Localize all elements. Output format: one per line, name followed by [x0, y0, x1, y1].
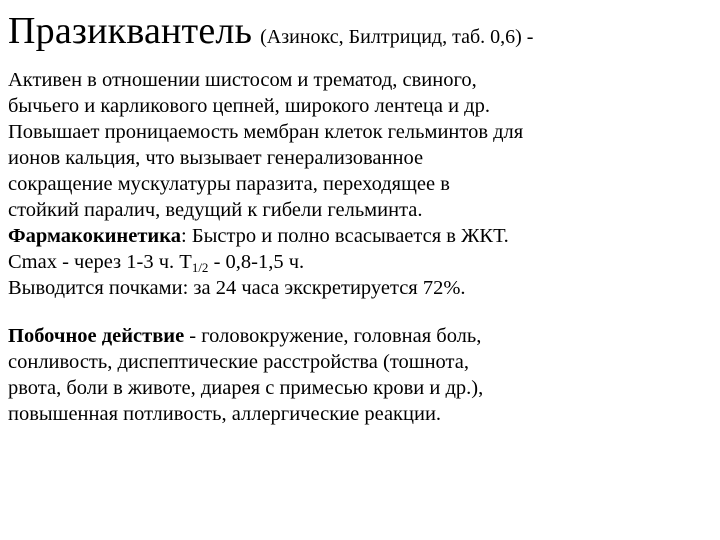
mechanism-line-3: сокращение мускулатуры паразита, переходящее в — [8, 173, 450, 195]
pharmacokinetics-line-2 — [8, 249, 712, 275]
activity-line-2: бычьего и карликового цепней, широкого лентеца и др. — [8, 95, 490, 117]
half-life-subscript: 1/2 — [191, 260, 209, 275]
mechanism-line-4: стойкий паралич, ведущий к гибели гельминта. — [8, 199, 423, 221]
side-effects-line-1 — [8, 323, 712, 349]
side-effects-line-3: рвота, боли в животе, диарея с примесью крови и др.), — [8, 377, 484, 399]
mechanism-paragraph — [8, 119, 712, 223]
pharmacokinetics-absorption: Быстро и полно всасывается в ЖКТ. — [186, 225, 509, 247]
side-effects-text-1: - головокружение, головная боль, — [184, 325, 482, 347]
pharmacokinetics-line-1 — [8, 223, 712, 249]
activity-paragraph — [8, 67, 712, 119]
side-effects-paragraph — [8, 323, 712, 427]
side-effects-line-4: повышенная потливость, аллергические реакции. — [8, 403, 442, 425]
drug-synonyms: (Азинокс, Билтрицид, таб. 0,6) - — [260, 26, 534, 48]
pharmacokinetics-paragraph — [8, 223, 712, 275]
mechanism-line-2: ионов кальция, что вызывает генерализованное — [8, 147, 424, 169]
pharmacokinetics-colon: : — [180, 225, 187, 247]
excretion-paragraph — [8, 275, 712, 301]
pharmacokinetics-label: Фармакокинетика — [8, 225, 181, 247]
side-effects-label: Побочное действие — [8, 325, 185, 347]
half-life-value: - 0,8-1,5 ч. — [208, 251, 305, 273]
mechanism-line-1: Повышает проницаемость мембран клеток гельминтов для — [8, 121, 524, 143]
side-effects-line-2: сонливость, диспептические расстройства (тошнота, — [8, 351, 469, 373]
activity-line-1: Активен в отношении шистосом и трематод, свиного, — [8, 69, 477, 91]
cmax-text: Cmax - через 1-3 ч. T — [8, 251, 192, 273]
drug-title: Празиквантель — [8, 10, 253, 52]
excretion-line: Выводится почками: за 24 часа экскретируется 72%. — [8, 277, 466, 299]
title-row — [8, 8, 712, 54]
